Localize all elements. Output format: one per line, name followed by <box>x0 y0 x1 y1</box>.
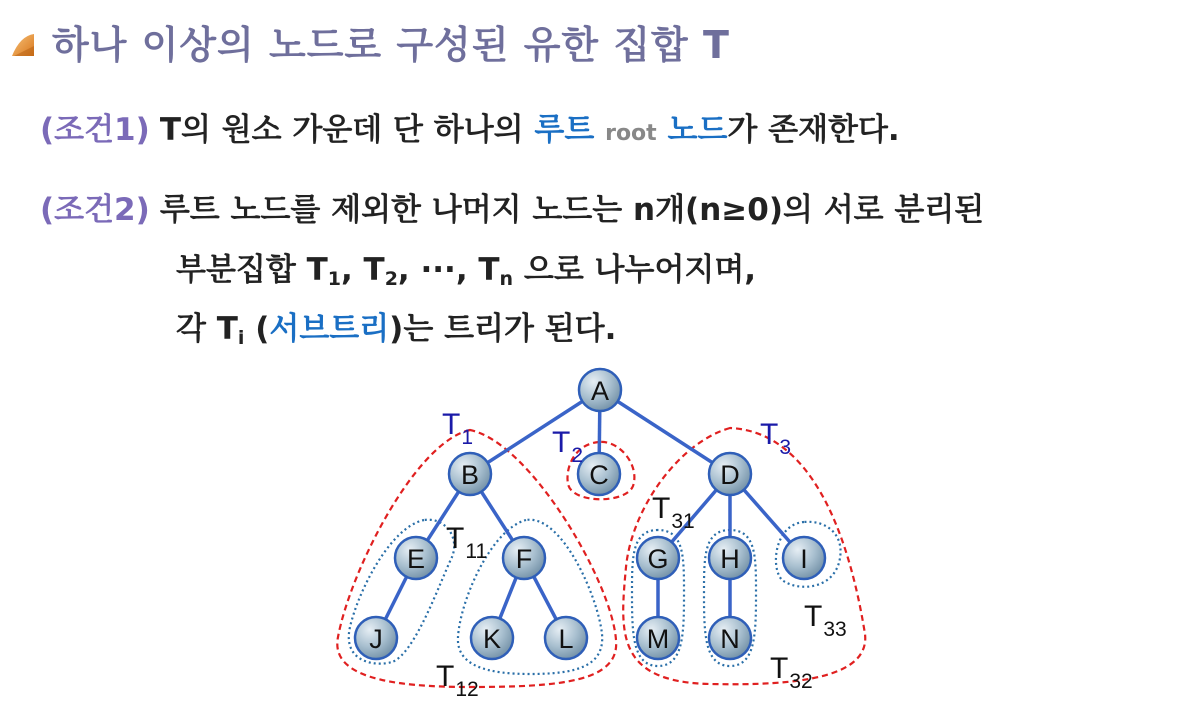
condition-2-text-1: 루트 노드를 제외한 나머지 노드는 n개(n≥0)의 서로 분리된 <box>159 192 985 228</box>
node-c-label: C <box>589 460 609 490</box>
node-j-label: J <box>369 624 383 654</box>
node-l-label: L <box>558 624 574 654</box>
subtree-label-t3-sub: 3 <box>779 436 792 459</box>
condition-2-line-2 <box>176 244 756 290</box>
subtree-label-t1: $T_1$ <box>442 408 474 449</box>
node-a <box>579 369 621 411</box>
cond2-l3-a: 각 T <box>176 311 238 347</box>
subtree-label-t2: $T_2$ <box>552 426 584 467</box>
node-m <box>637 617 679 659</box>
cond2-l3-sub: i <box>237 327 245 349</box>
node-a-label: A <box>590 376 610 406</box>
subtree-label-t33-sub: 33 <box>823 618 847 641</box>
condition-1-text-a: T의 원소 가운데 단 하나의 <box>159 112 535 148</box>
condition-1 <box>40 104 900 149</box>
condition-2-line-1 <box>40 184 984 229</box>
root-english-term: root <box>605 121 657 146</box>
subtree-label-t11: $T_{11}$ <box>446 522 488 563</box>
cond2-l2-c: , ···, T <box>397 252 500 288</box>
cond2-l3-b: ( <box>244 311 270 347</box>
subtree-label-t12: $T_{12}$ <box>436 660 479 701</box>
tree-diagram <box>330 362 870 712</box>
node-i <box>783 537 825 579</box>
node-f-label: F <box>515 544 533 574</box>
node-h <box>709 537 751 579</box>
node-e <box>395 537 437 579</box>
bullet-icon <box>10 32 36 58</box>
tree-edges <box>376 390 804 638</box>
title-row <box>10 14 730 69</box>
node-i-label: I <box>800 544 808 574</box>
condition-1-label: (조건1) <box>40 112 150 148</box>
node-c <box>578 453 620 495</box>
node-term: 노드 <box>667 112 728 148</box>
cond2-l2-a: 부분집합 T <box>176 252 328 288</box>
node-b-label: B <box>460 460 480 490</box>
subtree-label-t31: $T_{31}$ <box>652 492 695 533</box>
node-h-label: H <box>720 544 740 574</box>
condition-2-label: (조건2) <box>40 192 150 228</box>
node-d <box>709 453 751 495</box>
subtree-label-t12-sub: 12 <box>455 678 479 701</box>
subtree-label-t11-sub: 11 <box>465 540 488 563</box>
cond2-l2-d: 으로 나누어지며, <box>513 252 757 288</box>
subtree-label-t1-sub: 1 <box>461 426 474 449</box>
node-j <box>355 617 397 659</box>
node-k <box>471 617 513 659</box>
node-l <box>545 617 587 659</box>
cond2-l2-b: , T <box>340 252 385 288</box>
page-title: 하나 이상의 노드로 구성된 유한 집합 T <box>52 23 730 67</box>
subtree-label-t31-sub: 31 <box>671 510 695 533</box>
node-b <box>449 453 491 495</box>
cond2-l2-sub2: 2 <box>384 268 398 290</box>
node-n <box>709 617 751 659</box>
node-f <box>503 537 545 579</box>
subtree-label-t32-sub: 32 <box>789 670 813 693</box>
subtree-label-t2-sub: 2 <box>571 444 584 467</box>
subtree-label-t3: $T_3$ <box>760 418 792 459</box>
subtree-label-t32: $T_{32}$ <box>770 652 813 693</box>
edge-a-d <box>600 390 730 474</box>
cond2-l2-sub3: n <box>499 268 514 290</box>
node-n-label: N <box>720 624 740 654</box>
subtree-term: 서브트리 <box>269 311 390 347</box>
condition-2-line-3 <box>176 303 616 349</box>
root-term: 루트 <box>534 112 595 148</box>
node-g <box>637 537 679 579</box>
condition-1-text-b: 가 존재한다. <box>727 112 900 148</box>
subtree-label-t33: $T_{33}$ <box>804 600 847 641</box>
node-g-label: G <box>647 544 669 574</box>
node-m-label: M <box>646 624 670 654</box>
node-k-label: K <box>482 624 502 654</box>
cond2-l2-sub1: 1 <box>327 268 341 290</box>
node-d-label: D <box>720 460 740 490</box>
node-e-label: E <box>406 544 426 574</box>
cond2-l3-c: )는 트리가 된다. <box>389 311 617 347</box>
